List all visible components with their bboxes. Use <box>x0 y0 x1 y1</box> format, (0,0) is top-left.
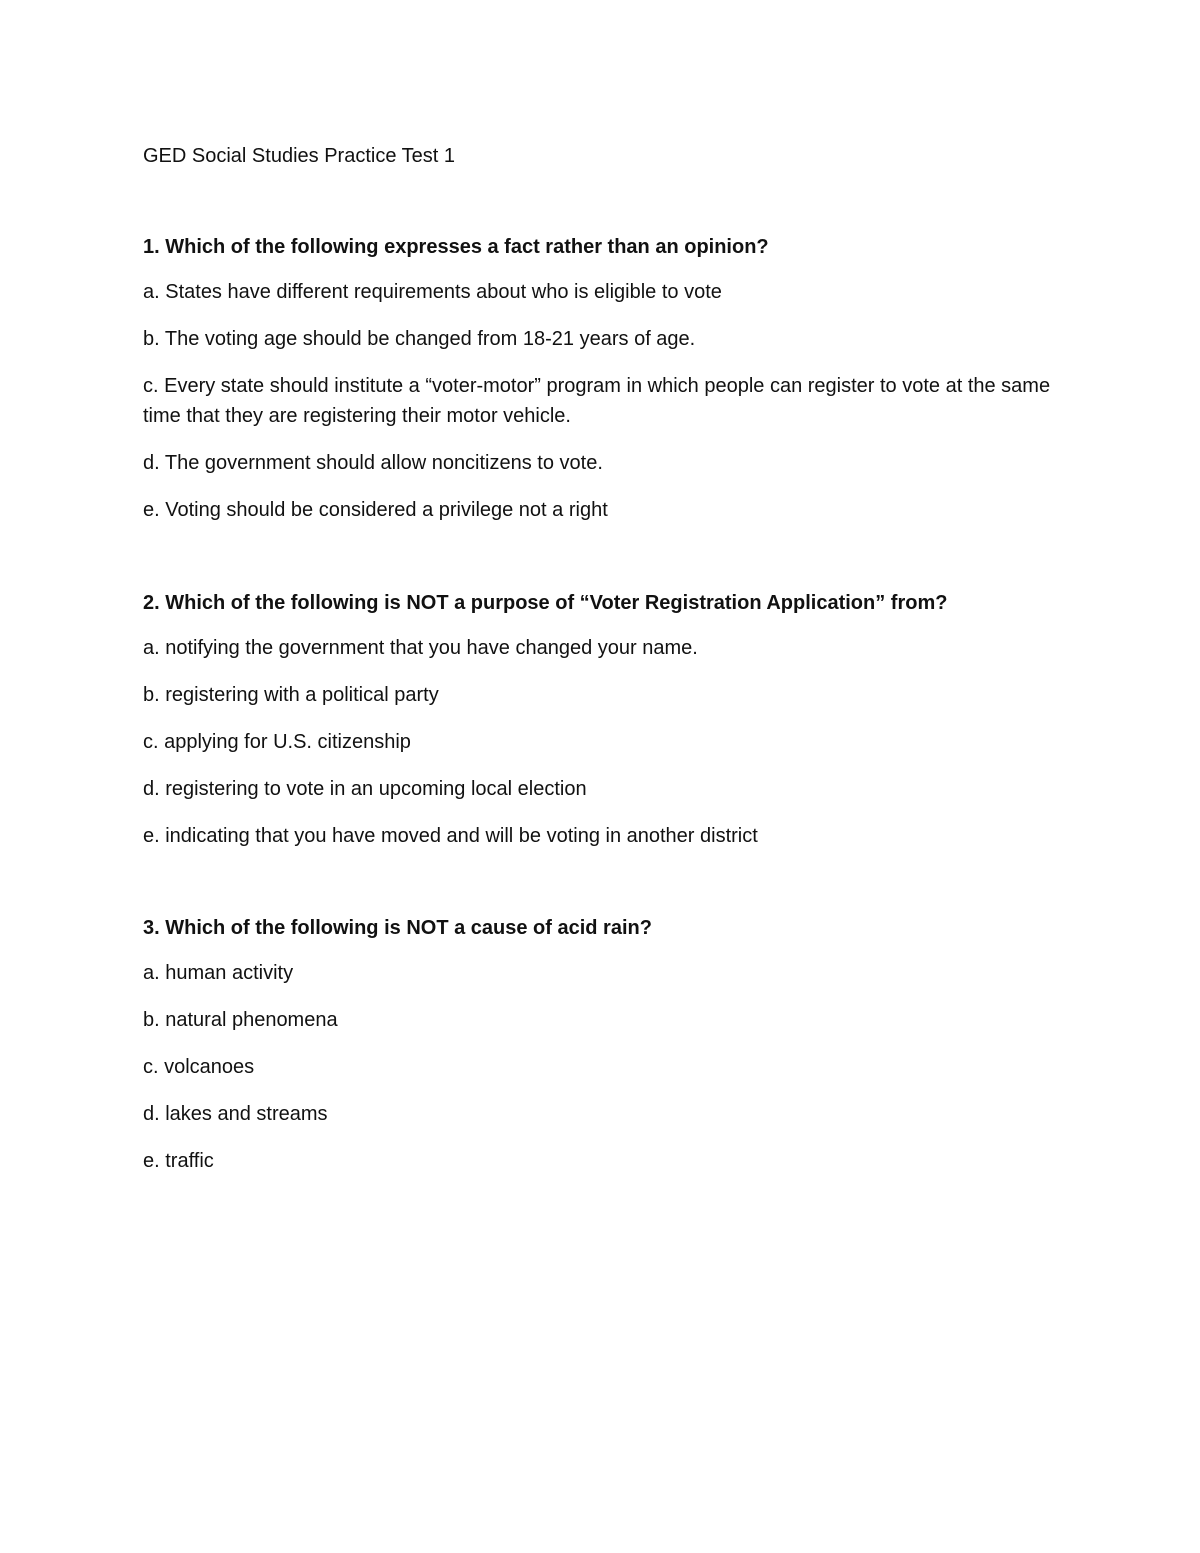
question-1-text: 1. Which of the following expresses a fact rather than an opinion? <box>143 236 769 258</box>
question-1-option-b: b. The voting age should be changed from 18-21 years of age. <box>143 328 696 350</box>
question-3-option-b: b. natural phenomena <box>143 1009 338 1031</box>
question-2-option-d: d. registering to vote in an upcoming local election <box>143 778 587 800</box>
question-3-option-e: e. traffic <box>143 1150 214 1172</box>
question-2-option-b: b. registering with a political party <box>143 684 439 706</box>
question-2-option-e: e. indicating that you have moved and will be voting in another district <box>143 825 758 847</box>
question-2-option-a: a. notifying the government that you have changed your name. <box>143 637 698 659</box>
question-3-option-a: a. human activity <box>143 962 294 984</box>
document-title: GED Social Studies Practice Test 1 <box>143 145 455 167</box>
question-1 <box>143 234 1063 525</box>
question-1-option-a: a. States have different requirements about who is eligible to vote <box>143 281 722 303</box>
question-3-text: 3. Which of the following is NOT a cause of acid rain? <box>143 917 652 939</box>
question-1-option-e: e. Voting should be considered a privilege not a right <box>143 499 608 521</box>
question-3-option-d: d. lakes and streams <box>143 1103 328 1125</box>
question-2 <box>143 590 1063 851</box>
question-3 <box>143 915 1063 1176</box>
question-1-option-c: c. Every state should institute a “voter-motor” program in which people can register to vote at the same time that they are registering their motor vehicle. <box>143 375 1051 427</box>
question-2-text: 2. Which of the following is NOT a purpose of “Voter Registration Application” from? <box>143 592 948 614</box>
question-1-option-d: d. The government should allow noncitizens to vote. <box>143 452 603 474</box>
question-2-option-c: c. applying for U.S. citizenship <box>143 731 411 753</box>
question-3-option-c: c. volcanoes <box>143 1056 255 1078</box>
